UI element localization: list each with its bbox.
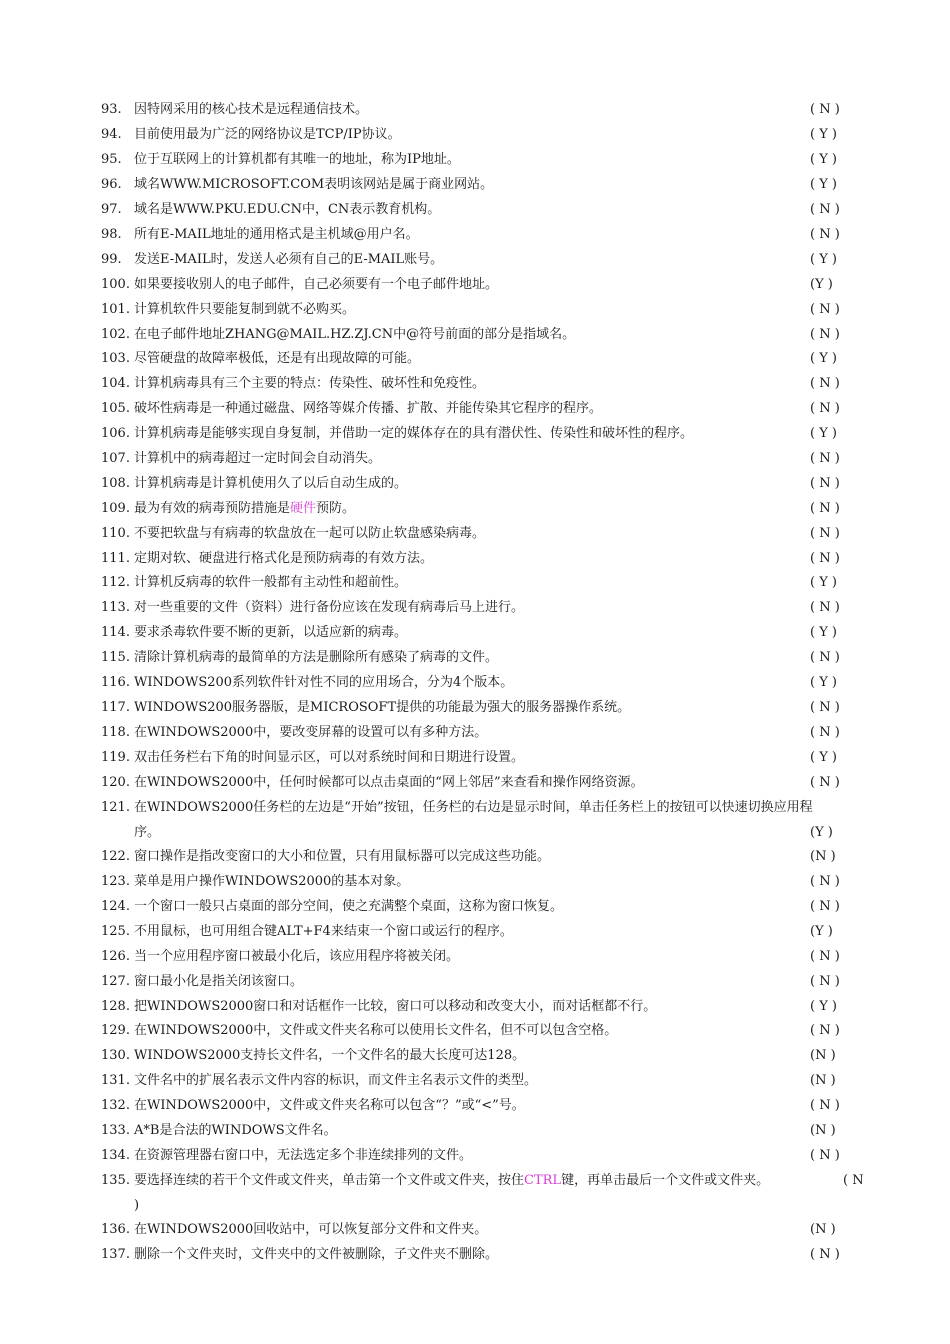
question-answer: (N ): [810, 1073, 836, 1088]
question-answer: (N ): [810, 1048, 836, 1063]
question-text: 在WINDOWS2000中，要改变屏幕的设置可以有多种方法。: [134, 725, 488, 740]
question-number: 105.: [101, 401, 130, 416]
question-number: 116.: [101, 675, 130, 690]
question-answer: ( N ): [810, 775, 840, 790]
question-continuation: [134, 823, 833, 843]
question-answer: ( Y ): [810, 675, 837, 690]
question-text: 在资源管理器右窗口中，无法选定多个非连续排列的文件。: [134, 1148, 473, 1163]
highlighted-word: CTRL: [524, 1173, 562, 1188]
question-answer: ( N ): [810, 476, 840, 491]
question-number: 114.: [101, 625, 130, 640]
question-text: 文件名中的扩展名表示文件内容的标识，而文件主名表示文件的类型。: [134, 1073, 538, 1088]
question-answer: ( Y ): [810, 152, 837, 167]
question-answer: ( N ): [810, 899, 840, 914]
question-answer: ( N ): [810, 451, 840, 466]
question-text: WINDOWS2000支持长文件名，一个文件名的最大长度可达128。: [134, 1048, 526, 1063]
question-text: 位于互联网上的计算机都有其唯一的地址，称为IP地址。: [134, 152, 460, 167]
question-answer: ( N ): [810, 1023, 840, 1038]
question-number: 128.: [101, 999, 130, 1014]
question-answer: ( N ): [810, 302, 840, 317]
question-answer: ( N ): [810, 551, 840, 566]
question-text: 菜单是用户操作WINDOWS2000的基本对象。: [134, 874, 410, 889]
question-answer: ( Y ): [810, 351, 837, 366]
question-answer: ( N ): [810, 949, 840, 964]
question-number: 104.: [101, 376, 130, 391]
question-number: 121.: [101, 800, 130, 815]
question-text: 计算机反病毒的软件一般都有主动性和超前性。: [134, 575, 408, 590]
question-text-part: 最为有效的病毒预防措施是: [134, 501, 291, 516]
question-answer: ( N ): [810, 700, 840, 715]
question-number: 120.: [101, 775, 130, 790]
question-answer: (N ): [810, 1222, 836, 1237]
question-number: 125.: [101, 924, 130, 939]
question-text: 在WINDOWS2000任务栏的左边是“开始”按钮，任务栏的右边是显示时间，单击任务栏上的按钮可以快速切换应用程: [134, 800, 813, 815]
question-number: 126.: [101, 949, 130, 964]
question-number: 101.: [101, 302, 130, 317]
question-answer: (Y ): [810, 825, 833, 840]
question-text: WINDOWS200服务器版，是MICROSOFT提供的功能最为强大的服务器操作系统。: [134, 700, 631, 715]
question-number: 122.: [101, 849, 130, 864]
question-text: 不要把软盘与有病毒的软盘放在一起可以防止软盘感染病毒。: [134, 526, 486, 541]
question-answer: ( N ): [810, 202, 840, 217]
question-text: 把WINDOWS2000窗口和对话框作一比较，窗口可以移动和改变大小，而对话框都不行。: [134, 999, 657, 1014]
question-number: 134.: [101, 1148, 130, 1163]
question-answer: ( Y ): [810, 575, 837, 590]
question-answer: ( N ): [810, 327, 840, 342]
question-answer: ( Y ): [810, 426, 837, 441]
question-answer: ( N ): [810, 650, 840, 665]
question-number: 117.: [101, 700, 130, 715]
question-text: 目前使用最为广泛的网络协议是TCP/IP协议。: [134, 127, 401, 142]
question-answer: ( N ): [810, 725, 840, 740]
question-number: 112.: [101, 575, 130, 590]
question-answer: ( Y ): [810, 252, 837, 267]
question-text: 破坏性病毒是一种通过磁盘、网络等媒介传播、扩散、并能传染其它程序的程序。: [134, 401, 603, 416]
question-text: 定期对软、硬盘进行格式化是预防病毒的有效方法。: [134, 551, 434, 566]
question-text: 清除计算机病毒的最简单的方法是删除所有感染了病毒的文件。: [134, 650, 499, 665]
question-number: 132.: [101, 1098, 130, 1113]
question-text: 如果要接收别人的电子邮件，自己必须要有一个电子邮件地址。: [134, 277, 499, 292]
question-text: 所有E-MAIL地址的通用格式是主机域@用户名。: [134, 227, 419, 242]
question-text: 要求杀毒软件要不断的更新，以适应新的病毒。: [134, 625, 408, 640]
question-answer: ( Y ): [810, 625, 837, 640]
question-answer: ( N ): [810, 600, 840, 615]
question-text: 计算机中的病毒超过一定时间会自动消失。: [134, 451, 382, 466]
question-number: 127.: [101, 974, 130, 989]
question-text: A*B是合法的WINDOWS文件名。: [134, 1123, 337, 1138]
question-number: 94.: [101, 127, 122, 142]
question-text: 窗口操作是指改变窗口的大小和位置，只有用鼠标器可以完成这些功能。: [134, 849, 551, 864]
question-number: 99.: [101, 252, 122, 267]
question-text: [134, 499, 814, 519]
question-text: 发送E-MAIL时，发送人必须有自己的E-MAIL账号。: [134, 252, 444, 267]
question-number: 93.: [101, 102, 122, 117]
question-number: 115.: [101, 650, 130, 665]
question-answer: ( N ): [810, 874, 840, 889]
question-text-part: 键，再单击最后一个文件或文件夹。: [561, 1173, 770, 1188]
question-text-part: 要选择连续的若干个文件或文件夹，单击第一个文件或文件夹，按住: [134, 1173, 525, 1188]
question-number: 130.: [101, 1048, 130, 1063]
question-text: 计算机病毒具有三个主要的特点：传染性、破坏性和免疫性。: [134, 376, 486, 391]
question-number: 118.: [101, 725, 130, 740]
question-answer: ( N ): [810, 501, 840, 516]
question-text-part: 预防。: [316, 501, 356, 516]
question-answer: ( N: [843, 1173, 864, 1188]
question-answer: (N ): [810, 849, 836, 864]
question-answer: ( N ): [810, 1247, 840, 1262]
question-answer: ( N ): [810, 376, 840, 391]
question-text: WINDOWS200系列软件针对性不同的应用场合，分为4个版本。: [134, 675, 514, 690]
question-number: 95.: [101, 152, 122, 167]
question-answer: ( N ): [810, 401, 840, 416]
question-text: 对一些重要的文件（资料）进行备份应该在发现有病毒后马上进行。: [134, 600, 525, 615]
question-number: 119.: [101, 750, 130, 765]
question-number: 97.: [101, 202, 122, 217]
question-text: 当一个应用程序窗口被最小化后，该应用程序将被关闭。: [134, 949, 460, 964]
question-text: 不用鼠标，也可用组合键ALT+F4来结束一个窗口或运行的程序。: [134, 924, 513, 939]
question-answer: ( N ): [810, 1148, 840, 1163]
question-number: 103.: [101, 351, 130, 366]
question-number: 111.: [101, 551, 130, 566]
question-text: 双击任务栏右下角的时间显示区，可以对系统时间和日期进行设置。: [134, 750, 525, 765]
question-answer: (N ): [810, 1123, 836, 1138]
question-number: 96.: [101, 177, 122, 192]
question-text: 计算机软件只要能复制到就不必购买。: [134, 302, 356, 317]
question-text: 计算机病毒是能够实现自身复制，并借助一定的媒体存在的具有潜伏性、传染性和破坏性的程序。: [134, 426, 694, 441]
question-answer-continuation: ): [134, 1198, 140, 1213]
question-text: 计算机病毒是计算机使用久了以后自动生成的。: [134, 476, 408, 491]
question-answer: (Y ): [810, 924, 833, 939]
question-answer: ( N ): [810, 974, 840, 989]
question-text: 因特网采用的核心技术是远程通信技术。: [134, 102, 369, 117]
question-number: 100.: [101, 277, 130, 292]
question-text: 域名WWW.MICROSOFT.COM表明该网站是属于商业网站。: [134, 177, 494, 192]
question-number: 131.: [101, 1073, 130, 1088]
question-text: 删除一个文件夹时，文件夹中的文件被删除，子文件夹不删除。: [134, 1247, 499, 1262]
highlighted-word: 硬件: [290, 501, 317, 516]
question-text: 域名是WWW.PKU.EDU.CN中，CN表示教育机构。: [134, 202, 441, 217]
question-number: 133.: [101, 1123, 130, 1138]
question-number: 124.: [101, 899, 130, 914]
question-text: 一个窗口一般只占桌面的部分空间，使之充满整个桌面，这称为窗口恢复。: [134, 899, 564, 914]
question-number: 113.: [101, 600, 130, 615]
question-answer: ( N ): [810, 102, 840, 117]
question-number: 123.: [101, 874, 130, 889]
question-text: 在WINDOWS2000中，文件或文件夹名称可以使用长文件名，但不可以包含空格。: [134, 1023, 618, 1038]
question-answer: ( Y ): [810, 127, 837, 142]
question-number: 137.: [101, 1247, 130, 1262]
question-number: 109.: [101, 501, 130, 516]
question-text-continuation: 序。: [134, 825, 161, 840]
question-text: 窗口最小化是指关闭该窗口。: [134, 974, 304, 989]
question-answer: ( N ): [810, 526, 840, 541]
question-text: 在WINDOWS2000回收站中，可以恢复部分文件和文件夹。: [134, 1222, 488, 1237]
question-answer: ( N ): [810, 227, 840, 242]
question-answer: ( Y ): [810, 999, 837, 1014]
question-text: 在WINDOWS2000中，文件或文件夹名称可以包含“？”或“<”号。: [134, 1098, 525, 1113]
question-text: 尽管硬盘的故障率极低，还是有出现故障的可能。: [134, 351, 421, 366]
question-number: 135.: [101, 1173, 130, 1188]
question-number: 98.: [101, 227, 122, 242]
question-answer: ( Y ): [810, 177, 837, 192]
question-number: 102.: [101, 327, 130, 342]
question-answer: ( Y ): [810, 750, 837, 765]
question-number: 129.: [101, 1023, 130, 1038]
question-text: [134, 1171, 814, 1191]
question-text: 在电子邮件地址ZHANG@MAIL.HZ.ZJ.CN中@符号前面的部分是指域名。: [134, 327, 576, 342]
question-number: 136.: [101, 1222, 130, 1237]
question-number: 110.: [101, 526, 130, 541]
question-number: 108.: [101, 476, 130, 491]
question-text: 在WINDOWS2000中，任何时候都可以点击桌面的“网上邻居”来查看和操作网络资源。: [134, 775, 644, 790]
question-number: 106.: [101, 426, 130, 441]
question-answer: ( N ): [810, 1098, 840, 1113]
question-number: 107.: [101, 451, 130, 466]
question-answer: (Y ): [810, 277, 833, 292]
